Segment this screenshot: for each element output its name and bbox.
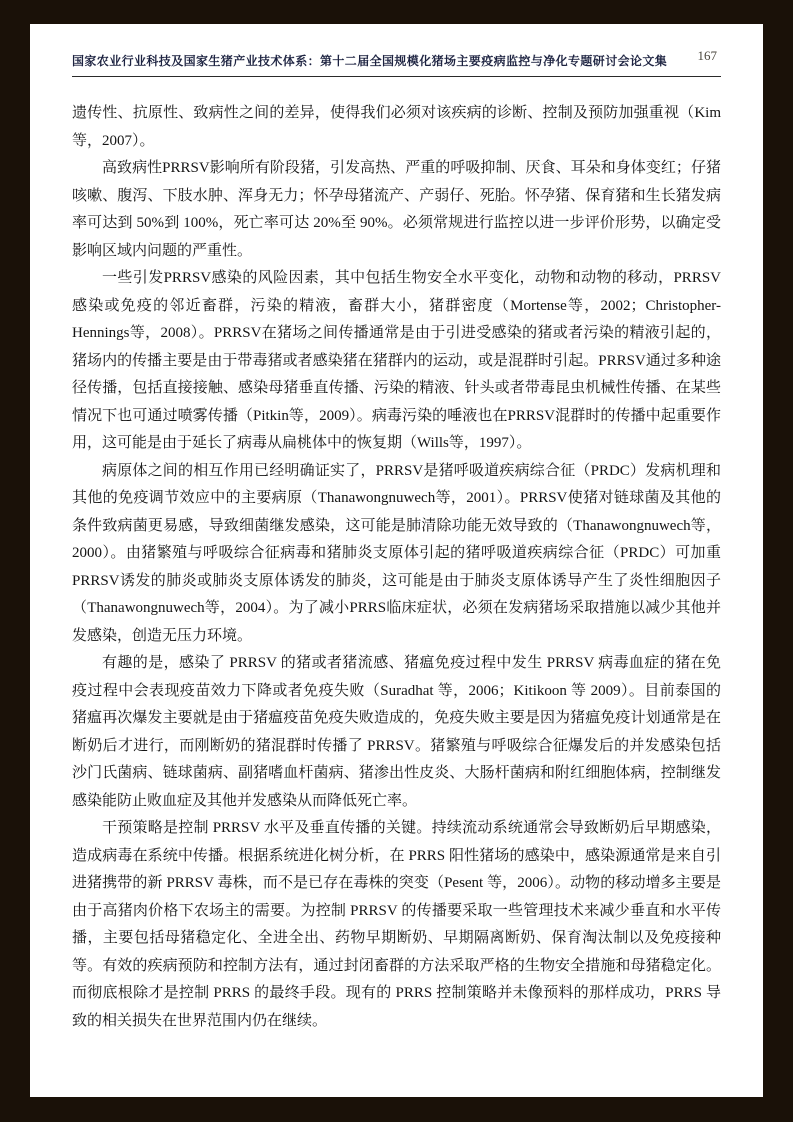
header-divider xyxy=(72,76,721,77)
page-header xyxy=(72,48,721,69)
document-body xyxy=(72,100,721,1035)
paragraph: 遗传性、抗原性、致病性之间的差异，使得我们必须对该疾病的诊断、控制及预防加强重视（Kim等，2007）。 xyxy=(72,105,721,149)
paragraph: 一些引发PRRSV感染的风险因素，其中包括生物安全水平变化，动物和动物的移动，PRRSV感染或免疫的邻近畜群，污染的精液，畜群大小，猪群密度（Mortense等，2002；Christopher-Hennings等，2008）。PRRSV在猪场之间传播通常是由于引进受感染的猪或者污染的精液引起的，猪场内的传播主要是由于带毒猪或者感染猪在猪群内的运动，或是混群时引起。PRRSV通过多种途径传播，包括直接接触、感染母猪垂直传播、污染的精液、针头或者带毒昆虫机械性传播、在某些情况下也可通过喷雾传播（Pitkin等，2009）。病毒污染的唾液也在PRRSV混群时的传播中起重要作用，这可能是由于延长了病毒从扁桃体中的恢复期（Wills等，1997）。 xyxy=(72,270,721,451)
page-number: 167 xyxy=(697,48,717,63)
paragraph: 干预策略是控制 PRRSV 水平及垂直传播的关键。持续流动系统通常会导致断奶后早期感染，造成病毒在系统中传播。根据系统进化树分析，在 PRRS 阳性猪场的感染中，感染源通常是来自引进猪携带的新 PRRSV 毒株，而不是已存在毒株的突变（Pesent 等，2006）。动物的移动增多主要是由于高猪肉价格下农场主的需要。为控制 PRRSV 的传播要采取一些管理技术来减少垂直和水平传播，主要包括母猪稳定化、全进全出、药物早期断奶、早期隔离断奶、保育淘汰制以及免疫接种等。有效的疾病预防和控制方法有，通过封闭畜群的方法采取严格的生物安全措施和母猪稳定化。而彻底根除才是控制 PRRS 的最终手段。现有的 PRRS 控制策略并未像预料的那样成功，PRRS 导致的相关损失在世界范围内仍在继续。 xyxy=(72,820,721,1029)
header-title: 国家农业行业科技及国家生猪产业技术体系：第十二届全国规模化猪场主要疫病监控与净化专题研讨会论文集 xyxy=(72,54,668,68)
paragraph: 高致病性PRRSV影响所有阶段猪，引发高热、严重的呼吸抑制、厌食、耳朵和身体变红；仔猪咳嗽、腹泻、下肢水肿、浑身无力；怀孕母猪流产、产弱仔、死胎。怀孕猪、保育猪和生长猪发病率可达到 50%到 100%，死亡率可达 20%至 90%。必须常规进行监控以进一步评价形势，以确定受影响区域内问题的严重性。 xyxy=(72,160,721,259)
paragraph: 病原体之间的相互作用已经明确证实了，PRRSV是猪呼吸道疾病综合征（PRDC）发病机理和其他的免疫调节效应中的主要病原（Thanawongnuwech等，2001）。PRRSV使猪对链球菌及其他的条件致病菌更易感，导致细菌继发感染，这可能是肺清除功能无效导致的（Thanawongnuwech等，2000）。由猪繁殖与呼吸综合征病毒和猪肺炎支原体引起的猪呼吸道疾病综合征（PRDC）可加重PRRSV诱发的肺炎或肺炎支原体诱发的肺炎，这可能是由于肺炎支原体诱导产生了炎性细胞因子（Thanawongnuwech等，2004）。为了减小PRRS临床症状，必须在发病猪场采取措施以减少其他并发感染，创造无压力环境。 xyxy=(72,462,721,644)
paragraph: 有趣的是，感染了 PRRSV 的猪或者猪流感、猪瘟免疫过程中发生 PRRSV 病毒血症的猪在免疫过程中会表现疫苗效力下降或者免疫失败（Suradhat 等，2006；Kitikoon 等 2009）。目前泰国的猪瘟再次爆发主要就是由于猪瘟疫苗免疫失败造成的，免疫失败主要是因为猪瘟免疫计划通常是在断奶后才进行，而刚断奶的猪混群时传播了 PRRSV。猪繁殖与呼吸综合征爆发后的并发感染包括沙门氏菌病、链球菌病、副猪嗜血杆菌病、猪渗出性皮炎、大肠杆菌病和附红细胞体病，控制继发感染能防止败血症及其他并发感染从而降低死亡率。 xyxy=(72,655,721,809)
document-page xyxy=(30,24,763,1097)
